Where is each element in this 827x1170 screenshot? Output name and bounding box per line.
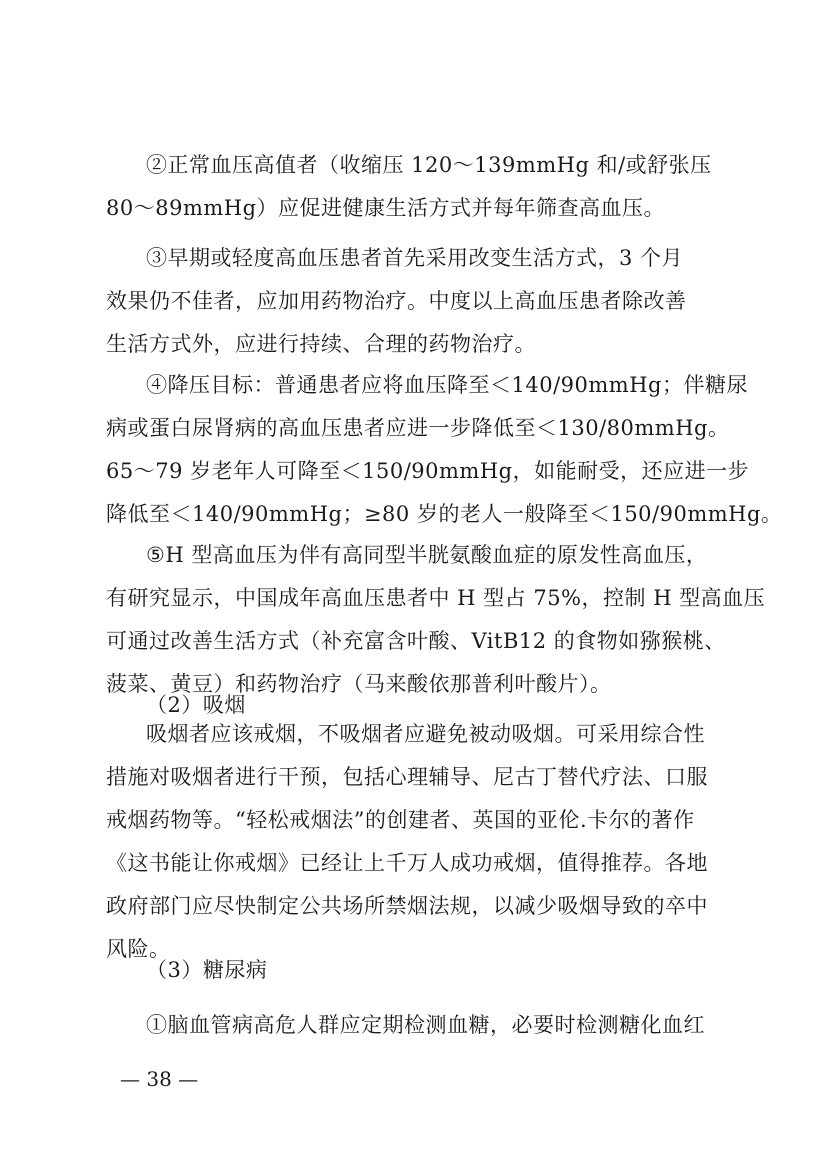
section-heading: （2）吸烟 (146, 693, 246, 717)
text-line: ④降压目标：普通患者应将血压降至＜140/90mmHg；伴糖尿 (146, 373, 748, 397)
text-line: 有研究显示，中国成年高血压患者中 H 型占 75%，控制 H 型高血压 (106, 586, 766, 610)
text-line: ③早期或轻度高血压患者首先采用改变生活方式，3 个月 (146, 246, 684, 270)
text-line: ⑤H 型高血压为伴有高同型半胱氨酸血症的原发性高血压， (146, 543, 708, 567)
text-line: 病或蛋白尿肾病的高血压患者应进一步降低至＜130/80mmHg。 (106, 416, 730, 440)
page-number: — 38 — (120, 1067, 199, 1091)
text-line: 吸烟者应该戒烟，不吸烟者应避免被动吸烟。可采用综合性 (146, 722, 705, 746)
text-line: ①脑血管病高危人群应定期检测血糖，必要时检测糖化血红 (146, 1013, 705, 1037)
text-line: 菠菜、黄豆）和药物治疗（马来酸依那普利叶酸片）。 (106, 672, 612, 696)
text-line: 可通过改善生活方式（补充富含叶酸、VitB12 的食物如猕猴桃、 (106, 629, 726, 653)
text-line: 降低至＜140/90mmHg；≥80 岁的老人一般降至＜150/90mmHg。 (106, 502, 783, 526)
text-line: ②正常血压高值者（收缩压 120～139mmHg 和/或舒张压 (146, 153, 712, 177)
text-line: 生活方式外，应进行持续、合理的药物治疗。 (106, 332, 536, 356)
text-line: 政府部门应尽快制定公共场所禁烟法规，以减少吸烟导致的卒中 (106, 894, 708, 918)
text-line: 措施对吸烟者进行干预，包括心理辅导、尼古丁替代疗法、口服 (106, 765, 708, 789)
text-line: 80～89mmHg）应促进健康生活方式并每年筛查高血压。 (106, 196, 666, 220)
text-line: 65～79 岁老年人可降至＜150/90mmHg，如能耐受，还应进一步 (106, 459, 750, 483)
text-line: 效果仍不佳者，应加用药物治疗。中度以上高血压患者除改善 (106, 289, 687, 313)
text-line: 《这书能让你戒烟》已经让上千万人成功戒烟，值得推荐。各地 (106, 851, 708, 875)
text-line: 戒烟药物等。“轻松戒烟法”的创建者、英国的亚伦.卡尔的著作 (106, 808, 695, 832)
text-line: 风险。 (106, 937, 171, 961)
section-heading: （3）糖尿病 (146, 958, 268, 982)
